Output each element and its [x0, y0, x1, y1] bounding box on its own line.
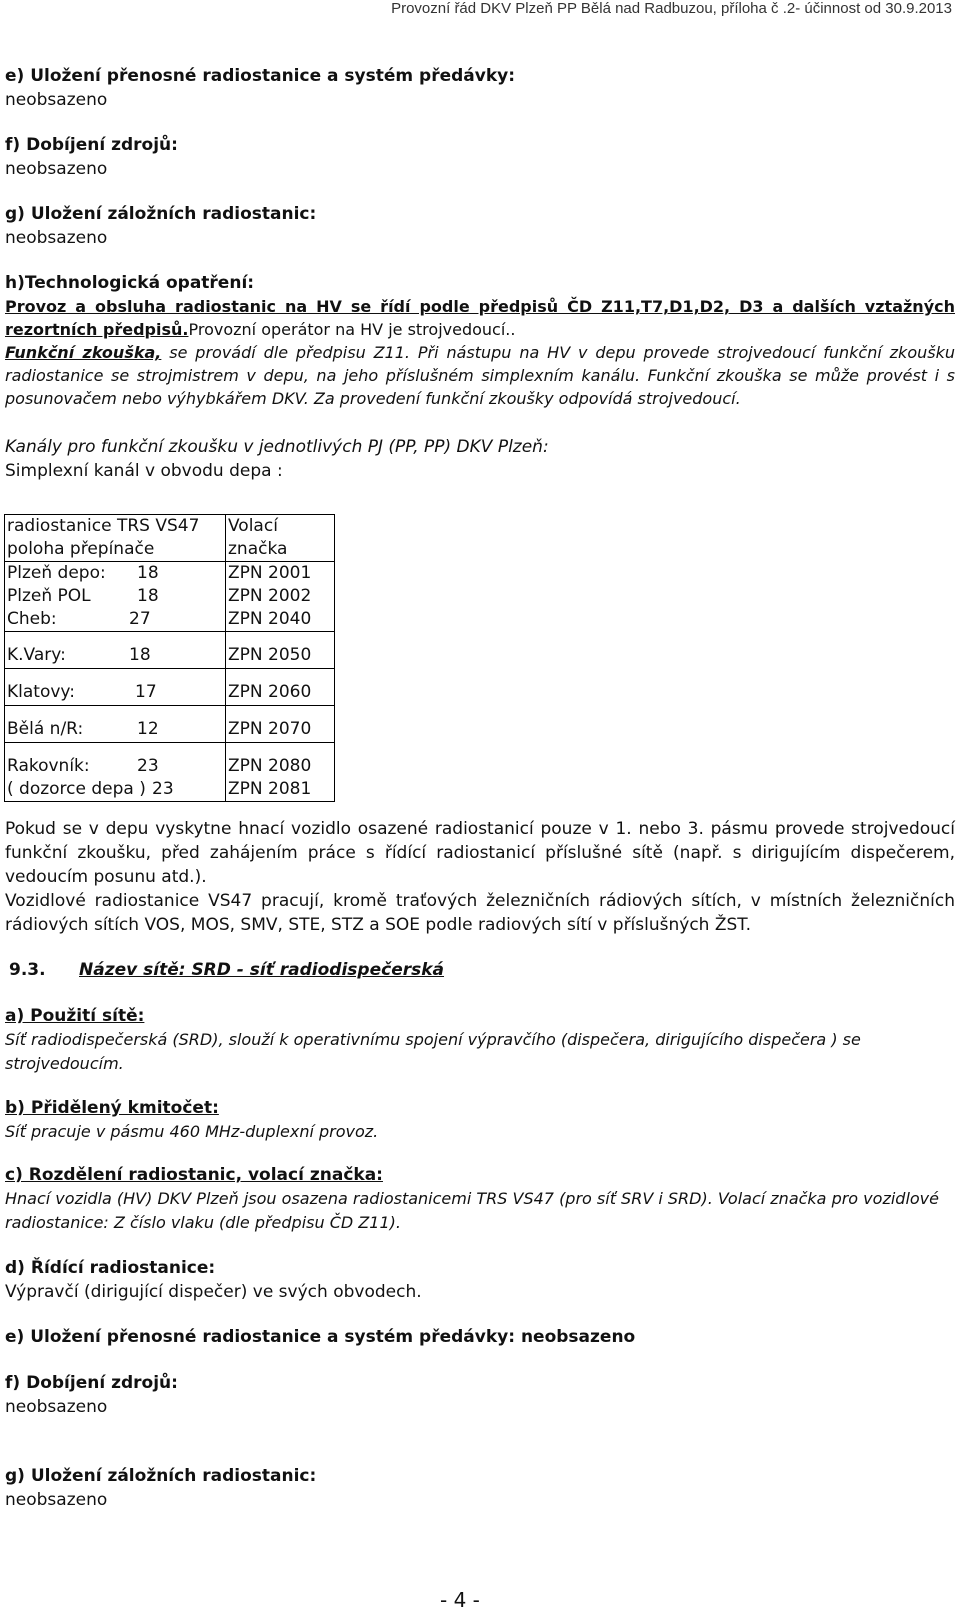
call-sign: ZPN 2040	[228, 609, 312, 629]
table-row	[5, 515, 335, 562]
head-left-line1: radiostanice TRS VS47	[7, 516, 200, 536]
section-e-title: e) Uložení přenosné radiostanice a systém předávky:	[5, 66, 516, 86]
station-name: Klatovy:	[7, 682, 75, 702]
section-e-value: neobsazeno	[5, 90, 108, 110]
station-channel: 23	[152, 779, 174, 799]
call-sign: ZPN 2002	[228, 586, 312, 606]
rule-rest-text: Provozní operátor na HV je strojvedoucí..	[188, 320, 516, 339]
station-name: K.Vary:	[7, 645, 66, 665]
station-name: Plzeň depo:	[7, 563, 106, 583]
table-cell-call	[226, 562, 335, 632]
section-a-title: a) Použití sítě:	[5, 1006, 145, 1026]
paragraph-vs47: Vozidlové radiostanice VS47 pracují, kromě traťových železničních rádiových sítích, v místních železničních rádiových sítích VOS, MOS, SMV, STE, STZ a SOE podle radiových sítí v příslušných ŽST.	[5, 891, 955, 935]
section-c	[5, 1163, 955, 1235]
section-e-top	[5, 64, 955, 112]
station-channel: 18	[137, 563, 159, 583]
section-f-top	[5, 133, 955, 181]
test-label: Funkční zkouška,	[5, 343, 162, 362]
section-b-text: Síť pracuje v pásmu 460 MHz-duplexní provoz.	[5, 1122, 379, 1141]
call-sign: ZPN 2070	[226, 706, 335, 743]
call-sign: ZPN 2081	[228, 779, 312, 799]
station-name: Rakovník:	[7, 756, 90, 776]
section-g-bottom	[5, 1464, 955, 1512]
section-h-title: h)Technologická opatření:	[5, 273, 255, 293]
section-title: Název sítě: SRD - síť radiodispečerská	[79, 960, 445, 980]
table-cell-station	[5, 669, 226, 706]
station-channel: 27	[129, 609, 151, 629]
section-d-text: Výpravčí (dirigující dispečer) ve svých obvodech.	[5, 1282, 422, 1302]
table-cell-station	[5, 562, 226, 632]
channels-intro	[5, 435, 955, 483]
channel-table	[4, 514, 335, 802]
station-name: ( dozorce depa )	[7, 779, 146, 799]
section-g-title: g) Uložení záložních radiostanic:	[5, 1466, 317, 1486]
section-c-title: c) Rozdělení radiostanic, volací značka:	[5, 1165, 383, 1185]
test-text: se provádí dle předpisu Z11. Při nástupu na HV v depu provede strojvedoucí funkční zkoušku radiostanice se strojmistrem v depu, na jeho příslušném simplexním kanálu. Funkční zkouška se může provést i s posunovačem nebo výhybkářem DKV. Za provedení funkční zkoušky odpovídá strojvedoucí.	[5, 343, 955, 408]
section-b-title: b) Přidělený kmitočet:	[5, 1098, 219, 1118]
section-a	[5, 1004, 955, 1076]
call-sign: ZPN 2001	[228, 563, 312, 583]
table-row	[5, 632, 335, 669]
rule-bold-text: Provoz a obsluha radiostanic na HV se řídí podle předpisů ČD Z11,T7,D1,D2, D3 a dalších vztažných rezortních předpisů.	[5, 297, 955, 339]
table-row	[5, 743, 335, 802]
section-f-title: f) Dobíjení zdrojů:	[5, 135, 178, 155]
table-row	[5, 562, 335, 632]
section-h-test	[5, 341, 955, 410]
section-h	[5, 271, 955, 410]
station-name: Cheb:	[7, 609, 57, 629]
station-channel: 18	[129, 645, 151, 665]
table-row	[5, 706, 335, 743]
table-head-left	[5, 515, 226, 562]
station-channel: 23	[137, 756, 159, 776]
station-channel: 12	[137, 719, 159, 739]
table-cell-station	[5, 632, 226, 669]
call-sign: ZPN 2060	[226, 669, 335, 706]
section-a-text: Síť radiodispečerská (SRD), slouží k operativnímu spojení výpravčího (dispečera, dirigujícího dispečera ) se strojvedoucím.	[5, 1030, 861, 1073]
section-f-value: neobsazeno	[5, 1397, 108, 1417]
station-name: Bělá n/R:	[7, 719, 84, 739]
station-name: Plzeň POL	[7, 586, 91, 606]
head-right-line2: značka	[228, 539, 288, 559]
section-e-bottom: e) Uložení přenosné radiostanice a systém předávky: neobsazeno	[5, 1327, 636, 1347]
section-number: 9.3.	[9, 960, 46, 980]
section-g-top	[5, 202, 955, 250]
section-9-3	[5, 958, 955, 982]
section-g-title: g) Uložení záložních radiostanic:	[5, 204, 317, 224]
section-d-title: d) Řídící radiostanice:	[5, 1258, 216, 1278]
call-sign: ZPN 2080	[228, 756, 312, 776]
section-h-rule	[5, 295, 955, 341]
page-header: Provozní řád DKV Plzeň PP Bělá nad Radbuzou, příloha č .2- účinnost od 30.9.2013	[391, 0, 952, 17]
section-g-value: neobsazeno	[5, 1490, 108, 1510]
station-channel: 18	[137, 586, 159, 606]
table-cell-station	[5, 743, 226, 802]
section-f-value: neobsazeno	[5, 159, 108, 179]
channels-simplex-text: Simplexní kanál v obvodu depa :	[5, 461, 283, 481]
paragraph-depot: Pokud se v depu vyskytne hnací vozidlo osazené radiostanicí pouze v 1. nebo 3. pásmu provede strojvedoucí funkční zkoušku, před zahájením práce s řídící radiostanicí příslušné sítě (např. s dirigujícím dispečerem, vedoucím posunu atd.).	[5, 819, 955, 887]
section-f-title: f) Dobíjení zdrojů:	[5, 1373, 178, 1393]
table-row	[5, 669, 335, 706]
table-cell-call	[226, 743, 335, 802]
table-head-right	[226, 515, 335, 562]
section-d	[5, 1256, 955, 1304]
head-right-line1: Volací	[228, 516, 278, 536]
table-cell-station	[5, 706, 226, 743]
section-b	[5, 1096, 955, 1144]
section-f-bottom	[5, 1371, 955, 1419]
channels-intro-text: Kanály pro funkční zkoušku v jednotlivých PJ (PP, PP) DKV Plzeň:	[5, 437, 549, 457]
station-channel: 17	[135, 682, 157, 702]
section-c-text: Hnací vozidla (HV) DKV Plzeň jsou osazena radiostanicemi TRS VS47 (pro síť SRV i SRD). Volací značka pro vozidlové radiostanice: Z číslo vlaku (dle předpisu ČD Z11).	[5, 1189, 939, 1232]
head-left-line2: poloha přepínače	[7, 539, 155, 559]
page-number: - 4 -	[440, 1588, 480, 1612]
section-g-value: neobsazeno	[5, 228, 108, 248]
call-sign: ZPN 2050	[226, 632, 335, 669]
